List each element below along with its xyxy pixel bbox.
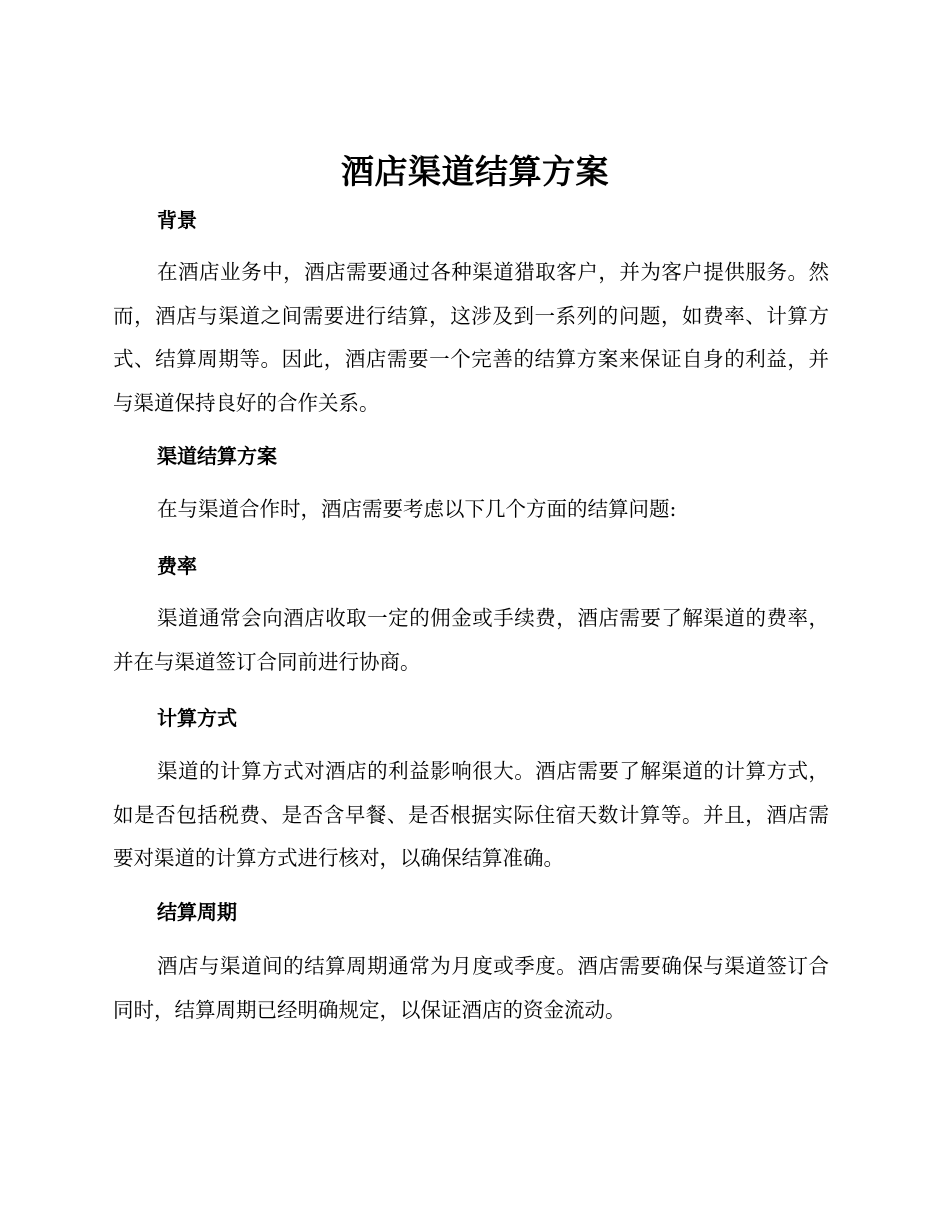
section-heading-settlement-cycle: 结算周期 (157, 900, 237, 924)
section-paragraph-rate: 渠道通常会向酒店收取一定的佣金或手续费，酒店需要了解渠道的费率，并在与渠道签订合同前进行协商。 (113, 606, 829, 674)
section-heading-channel-settlement: 渠道结算方案 (157, 444, 277, 468)
section-paragraph-channel-settlement: 在与渠道合作时，酒店需要考虑以下几个方面的结算问题: (157, 497, 677, 521)
section-heading-rate: 费率 (157, 554, 197, 578)
section-heading-background: 背景 (157, 208, 197, 232)
section-paragraph-settlement-cycle: 酒店与渠道间的结算周期通常为月度或季度。酒店需要确保与渠道签订合同时，结算周期已经明确规定，以保证酒店的资金流动。 (113, 954, 829, 1022)
document-title: 酒店渠道结算方案 (341, 152, 609, 191)
section-heading-calculation-method: 计算方式 (157, 706, 237, 730)
section-paragraph-calculation-method: 渠道的计算方式对酒店的利益影响很大。酒店需要了解渠道的计算方式，如是否包括税费、是否含早餐、是否根据实际住宿天数计算等。并且，酒店需要对渠道的计算方式进行核对，以确保结算准确。 (113, 759, 829, 870)
section-paragraph-background: 在酒店业务中，酒店需要通过各种渠道猎取客户，并为客户提供服务。然而，酒店与渠道之间需要进行结算，这涉及到一系列的问题，如费率、计算方式、结算周期等。因此，酒店需要一个完善的结算方案来保证自身的利益，并与渠道保持良好的合作关系。 (113, 260, 829, 415)
